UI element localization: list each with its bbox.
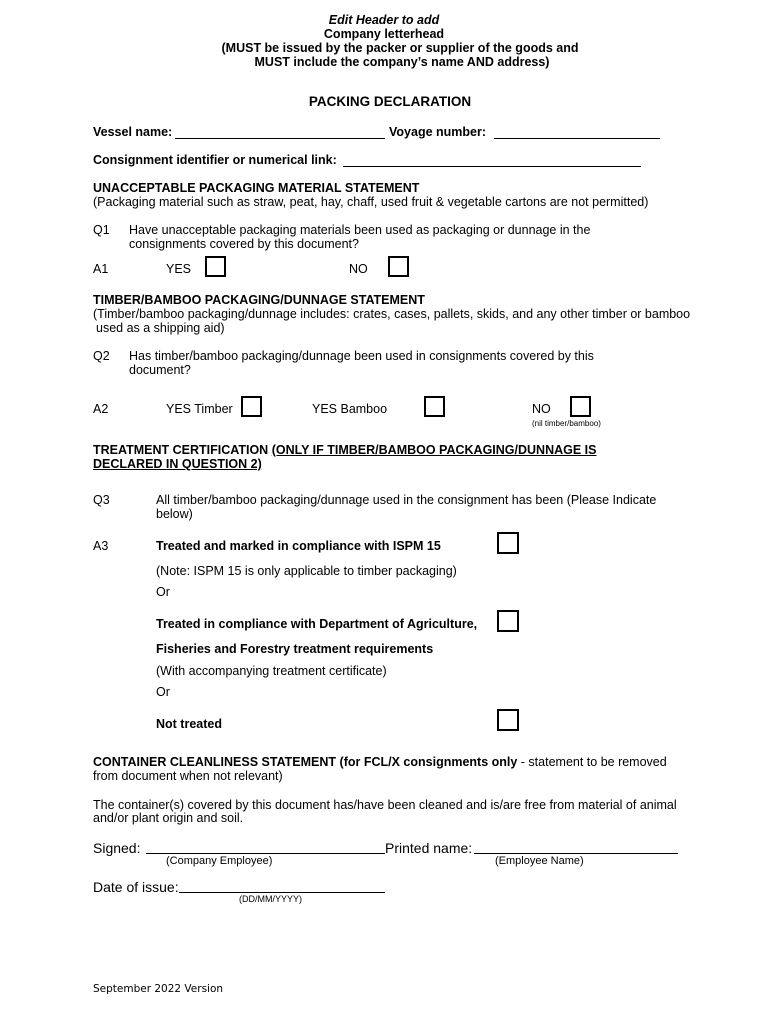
consignment-field[interactable] (343, 166, 641, 167)
section-container-heading (93, 755, 667, 769)
q1-label: Q1 (93, 223, 110, 237)
a2-yes-timber-label: YES Timber (166, 402, 233, 416)
q1-text-cont: consignments covered by this document? (129, 237, 359, 251)
consignment-label: Consignment identifier or numerical link: (93, 153, 337, 167)
container-statement: The container(s) covered by this document has/have been cleaned and is/are free from material of animal (93, 798, 677, 812)
printed-name-hint: (Employee Name) (495, 855, 584, 867)
section-container-heading-cont: from document when not relevant) (93, 769, 283, 783)
a1-no-checkbox[interactable] (388, 256, 409, 277)
signed-field[interactable] (146, 853, 385, 854)
header-edit-note: Edit Header to add (328, 13, 440, 27)
a3-option-daff-cont: Fisheries and Forestry treatment requirements (156, 642, 434, 656)
voyage-number-label: Voyage number: (389, 125, 487, 139)
vessel-name-label: Vessel name: (93, 125, 173, 139)
a3-ispm15-note: (Note: ISPM 15 is only applicable to timber packaging) (156, 564, 457, 578)
date-of-issue-hint: (DD/MM/YYYY) (239, 894, 302, 904)
a1-yes-label: YES (166, 262, 192, 276)
a3-or-2: Or (156, 685, 170, 699)
a1-no-label: NO (349, 262, 368, 276)
date-of-issue-field[interactable] (179, 892, 385, 893)
signed-label: Signed: (93, 840, 141, 856)
section-treatment-heading-condition: (ONLY IF TIMBER/BAMBOO PACKAGING/DUNNAGE IS (271, 443, 597, 457)
section-treatment-heading-plain: TREATMENT CERTIFICATION (93, 443, 272, 457)
q3-text-cont: below) (156, 507, 193, 521)
a3-ispm15-checkbox[interactable] (497, 532, 519, 554)
section-treatment-heading-cont: DECLARED IN QUESTION 2) (93, 457, 262, 471)
printed-name-field[interactable] (474, 853, 678, 854)
a2-yes-timber-checkbox[interactable] (241, 396, 262, 417)
a3-daff-note: (With accompanying treatment certificate) (156, 664, 387, 678)
section-container-heading-rest: - statement to be removed (517, 755, 667, 769)
printed-name-label: Printed name: (385, 840, 473, 856)
a3-label: A3 (93, 539, 109, 553)
a3-daff-checkbox[interactable] (497, 610, 519, 632)
a3-not-treated-checkbox[interactable] (497, 709, 519, 731)
section-container-heading-scope: for FCL/X consignments only (343, 755, 518, 769)
section-unacceptable-heading: UNACCEPTABLE PACKAGING MATERIAL STATEMENT (93, 181, 420, 195)
section-container-heading-main: CONTAINER CLEANLINESS STATEMENT ( (93, 755, 344, 769)
signed-hint: (Company Employee) (166, 855, 273, 867)
vessel-name-field[interactable] (175, 138, 385, 139)
a3-option-ispm15: Treated and marked in compliance with ISPM 15 (156, 539, 441, 553)
footer-version: September 2022 Version (93, 983, 224, 995)
q2-text-cont: document? (129, 363, 191, 377)
a2-no-checkbox[interactable] (570, 396, 591, 417)
a3-option-daff: Treated in compliance with Department of Agriculture, (156, 617, 478, 631)
a2-label: A2 (93, 402, 109, 416)
section-unacceptable-note: (Packaging material such as straw, peat, hay, chaff, used fruit & vegetable cartons are not permitted) (93, 195, 649, 209)
q2-label: Q2 (93, 349, 110, 363)
a2-no-label: NO (532, 402, 551, 416)
voyage-number-field[interactable] (494, 138, 660, 139)
a1-label: A1 (93, 262, 109, 276)
a2-yes-bamboo-checkbox[interactable] (424, 396, 445, 417)
a1-yes-checkbox[interactable] (205, 256, 226, 277)
q2-text: Has timber/bamboo packaging/dunnage been used in consignments covered by this (129, 349, 594, 363)
section-timber-heading: TIMBER/BAMBOO PACKAGING/DUNNAGE STATEMENT (93, 293, 425, 307)
date-of-issue-label: Date of issue: (93, 879, 179, 895)
a2-yes-bamboo-label: YES Bamboo (312, 402, 388, 416)
a3-or-1: Or (156, 585, 170, 599)
a2-no-note: (nil timber/bamboo) (532, 419, 601, 428)
section-treatment-heading (93, 443, 596, 457)
header-letterhead: Company letterhead (323, 27, 445, 41)
section-timber-note: (Timber/bamboo packaging/dunnage includes: crates, cases, pallets, skids, and any other timber or bamboo (93, 307, 691, 321)
a3-option-not-treated: Not treated (156, 717, 222, 731)
header-instruction-2: MUST include the company’s name AND address) (254, 55, 550, 69)
q3-text: All timber/bamboo packaging/dunnage used in the consignment has been (Please Indicate (156, 493, 657, 507)
q1-text: Have unacceptable packaging materials been used as packaging or dunnage in the (129, 223, 591, 237)
section-timber-note-cont: used as a shipping aid) (96, 321, 225, 335)
page-title: PACKING DECLARATION (308, 94, 472, 109)
q3-label: Q3 (93, 493, 110, 507)
header-instruction-1: (MUST be issued by the packer or supplier of the goods and (221, 41, 579, 55)
container-statement-cont: and/or plant origin and soil. (93, 811, 244, 825)
